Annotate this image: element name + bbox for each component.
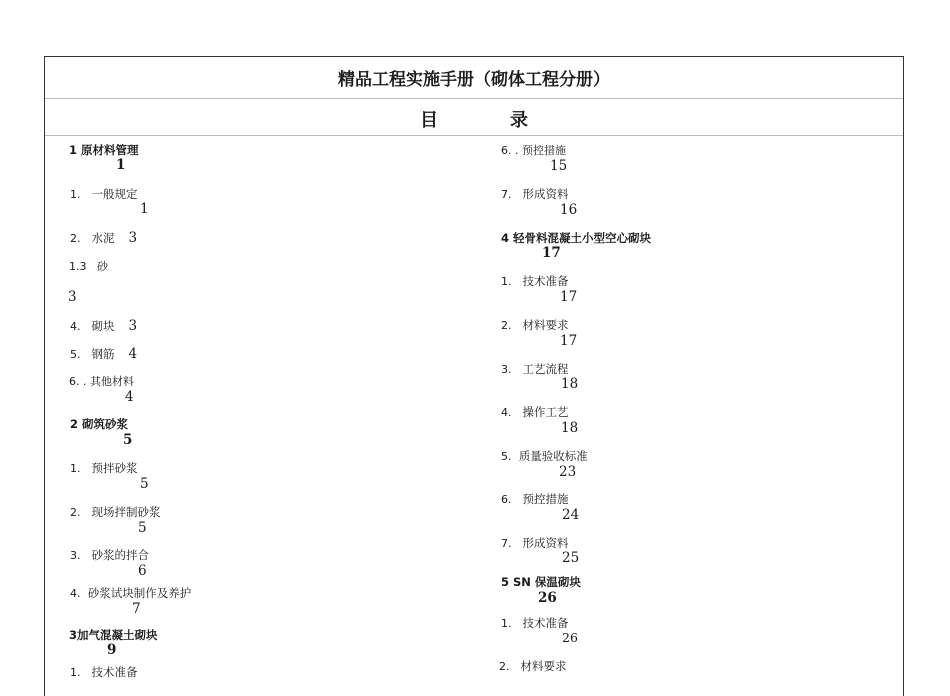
toc-item-label: 水泥: [91, 231, 115, 245]
toc-item-number: 5.: [70, 348, 81, 361]
toc-item-number: 2.: [70, 232, 81, 245]
toc-item-number: 6.: [501, 493, 512, 506]
toc-item-1-1-page: 1: [140, 201, 149, 217]
toc-item-3-7[interactable]: [501, 186, 568, 202]
toc-item-label: 技术准备: [91, 665, 138, 679]
toc-section-3[interactable]: 3加气混凝土砌块: [69, 628, 158, 642]
toc-item-4-6[interactable]: [501, 491, 568, 507]
toc-item-label: 技术准备: [522, 616, 569, 630]
toc-item-3-6[interactable]: [501, 142, 566, 158]
toc-item-1-2[interactable]: [70, 230, 137, 246]
toc-item-4-7[interactable]: [501, 535, 568, 551]
toc-item-2-3-page: 6: [138, 563, 147, 579]
toc-item-label: 质量验收标准: [518, 449, 588, 463]
toc-item-label: 预拌砂浆: [91, 461, 138, 475]
toc-item-4-6-page: 24: [562, 507, 580, 523]
toc-item-label: 材料要求: [522, 318, 569, 332]
toc-item-page: 3: [128, 318, 138, 334]
toc-item-1-4[interactable]: [70, 318, 137, 334]
toc-item-1-3[interactable]: [69, 258, 108, 274]
toc-item-3-6-page: 15: [550, 158, 568, 174]
toc-item-number: 1.3: [69, 260, 87, 273]
toc-section-3-page: 9: [107, 642, 117, 658]
toc-item-number: 6.: [501, 144, 512, 157]
toc-heading-char-1: 目: [420, 110, 438, 131]
toc-item-number: 1.: [501, 617, 512, 630]
toc-item-number: 4.: [70, 587, 81, 600]
toc-item-number: 6.: [69, 375, 80, 388]
toc-item-label: 技术准备: [522, 274, 569, 288]
toc-item-2-2-page: 5: [138, 520, 147, 536]
toc-item-number: 1.: [501, 275, 512, 288]
toc-item-3-1[interactable]: [70, 664, 137, 680]
toc-item-1-1[interactable]: [70, 186, 137, 202]
toc-section-2[interactable]: 2 砌筑砂浆: [70, 417, 129, 431]
document-title: 精品工程实施手册（砌体工程分册）: [45, 57, 903, 99]
toc-item-label: 操作工艺: [522, 405, 569, 419]
toc-item-2-1[interactable]: [70, 460, 137, 476]
toc-item-4-7-page: 25: [562, 550, 580, 566]
toc-item-4-4-page: 18: [561, 420, 579, 436]
toc-item-number: 3.: [70, 549, 81, 562]
toc-item-4-5-page: 23: [559, 464, 577, 480]
toc-section-2-page: 5: [123, 432, 133, 448]
toc-item-2-1-page: 5: [140, 476, 149, 492]
toc-item-number: 4.: [501, 406, 512, 419]
toc-item-number: 2.: [70, 506, 81, 519]
toc-item-1-3-page: 3: [68, 289, 77, 305]
toc-section-4[interactable]: 4 轻骨料混凝土小型空心砌块: [501, 231, 652, 245]
toc-item-4-1[interactable]: [501, 273, 568, 289]
toc-item-2-2[interactable]: [70, 504, 160, 520]
toc-item-label: 工艺流程: [522, 362, 569, 376]
toc-item-label: 砂: [97, 260, 108, 273]
toc-item-label: 预控措施: [522, 492, 569, 506]
toc-section-4-page: 17: [542, 245, 561, 261]
toc-item-number: 2.: [499, 660, 510, 673]
toc-item-4-5[interactable]: [501, 448, 588, 464]
toc-heading: [45, 98, 903, 136]
toc-item-4-3-page: 18: [561, 376, 579, 392]
toc-item-number: 4.: [70, 320, 81, 333]
toc-section-1[interactable]: 1 原材料管理: [69, 143, 139, 157]
toc-item-label: 材料要求: [520, 659, 567, 673]
toc-item-number: 2.: [501, 319, 512, 332]
toc-item-4-4[interactable]: [501, 404, 568, 420]
toc-item-4-2[interactable]: [501, 317, 568, 333]
toc-item-number: 3.: [501, 363, 512, 376]
toc-item-label: 钢筋: [91, 347, 115, 361]
toc-item-number: 1.: [70, 666, 81, 679]
toc-item-label: 形成资料: [522, 187, 569, 201]
toc-item-number: 1.: [70, 188, 81, 201]
toc-item-2-4[interactable]: [70, 585, 191, 601]
toc-item-page: 4: [128, 346, 138, 362]
toc-item-label: 砂浆的拌合: [91, 548, 149, 562]
toc-item-label: 砂浆试块制作及养护: [87, 586, 192, 600]
toc-item-label: 一般规定: [91, 187, 138, 201]
toc-item-4-1-page: 17: [560, 289, 578, 305]
toc-item-4-3[interactable]: [501, 361, 568, 377]
toc-item-number: 1.: [70, 462, 81, 475]
toc-heading-char-2: 录: [510, 110, 528, 131]
toc-item-4-2-page: 17: [560, 333, 578, 349]
toc-item-label: 现场拌制砂浆: [91, 505, 161, 519]
toc-item-2-3[interactable]: [70, 547, 149, 563]
toc-item-label: 形成资料: [522, 536, 569, 550]
toc-item-page: 3: [128, 230, 138, 246]
toc-section-5-page: 26: [538, 590, 557, 606]
toc-item-number: 7.: [501, 537, 512, 550]
toc-item-number: 7.: [501, 188, 512, 201]
toc-item-label: . 预控措施: [515, 144, 566, 157]
toc-section-5[interactable]: 5 SN 保温砌块: [501, 575, 581, 589]
toc-item-number: 5.: [501, 450, 512, 463]
toc-section-1-page: 1: [116, 157, 126, 173]
toc-item-5-1[interactable]: [501, 615, 568, 631]
toc-item-label: 砌块: [91, 319, 115, 333]
toc-item-5-1-page: 26: [562, 630, 578, 645]
toc-item-1-6-page: 4: [125, 389, 134, 405]
toc-item-3-7-page: 16: [560, 202, 578, 218]
toc-item-1-5[interactable]: [70, 346, 137, 362]
toc-item-label: . 其他材料: [83, 375, 134, 388]
toc-item-2-4-page: 7: [132, 601, 141, 617]
toc-item-1-6[interactable]: [69, 373, 134, 389]
